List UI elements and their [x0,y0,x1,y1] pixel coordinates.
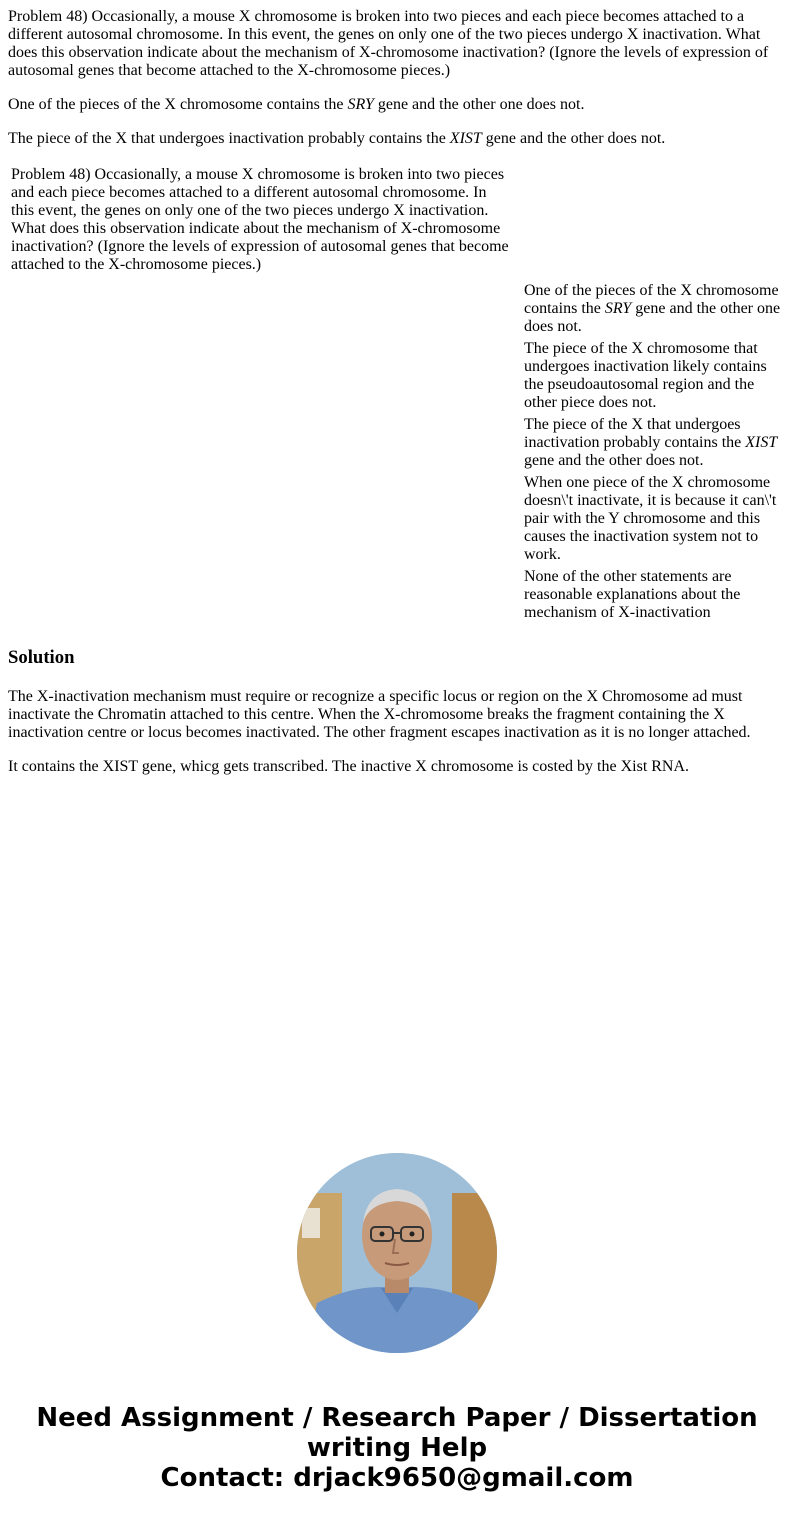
option-1-pre: One of the pieces of the X chromosome contains the [524,282,779,317]
promo-contact: Contact: drjack9650@gmail.com [160,1463,634,1493]
statement-sry-pre: One of the pieces of the X chromosome contains the [8,96,348,113]
question-cell: Problem 48) Occasionally, a mouse X chromosome is broken into two pieces and each piece becomes attached to a different autosomal chromosome. In this event, the genes on only one of the two pieces undergo X inactivation. What does this observation indicate about the mechanism of X-chromosome inactivation? (Ignore the levels of expression of autosomal genes that become attached to the X-chromosome pieces.) [11,166,509,273]
author-portrait-image [297,1153,497,1353]
option-1-gene: SRY [604,300,632,317]
solution-heading: Solution [8,647,75,668]
author-avatar [297,1153,497,1353]
option-3-pre: The piece of the X that undergoes inactivation probably contains the [524,416,746,451]
question-table [11,166,511,274]
statement-sry-post: gene and the other one does not. [373,96,585,113]
statement-xist-post: gene and the other does not. [481,130,666,147]
option-3-post: gene and the other does not. [524,452,704,469]
solution-paragraph-1: The X-inactivation mechanism must require or recognize a specific locus or region on the X Chromosome ad must inactivate the Chromatin attached to this centre. When the X-chromosome breaks the fragment containing the X inactivation centre or locus becomes inactivated. The other fragment escapes inactivation as it is no longer attached. [8,688,751,741]
option-1 [524,282,782,336]
option-2 [524,340,782,412]
problem-text: Problem 48) Occasionally, a mouse X chromosome is broken into two pieces and each piece becomes attached to a different autosomal chromosome. In this event, the genes on only one of the two pieces undergo X inactivation. What does this observation indicate about the mechanism of X-chromosome inactivation? (Ignore the levels of expression of autosomal genes that become attached to the X-chromosome pieces.) [8,8,769,79]
statement-xist-pre: The piece of the X that undergoes inactivation probably contains the [8,130,450,147]
option-3 [524,416,782,470]
option-2-text: The piece of the X chromosome that undergoes inactivation likely contains the pseudoautosomal region and the other piece does not. [524,340,767,411]
option-5-text: None of the other statements are reasonable explanations about the mechanism of X-inactivation [524,568,741,621]
option-3-gene: XIST [745,434,778,451]
solution-paragraph-2: It contains the XIST gene, whicg gets transcribed. The inactive X chromosome is costed by the Xist RNA. [8,758,690,775]
statement-xist [8,130,778,148]
statement-sry [8,96,778,114]
statement-xist-gene: XIST [449,130,482,147]
promo-banner [0,1403,794,1493]
promo-line-2: writing Help [306,1433,488,1463]
options-list [524,282,782,626]
option-4-text: When one piece of the X chromosome doesn\'t inactivate, it is because it can\'t pair with the Y chromosome and this causes the inactivation system not to work. [524,474,777,563]
statement-sry-gene: SRY [347,96,374,113]
option-5 [524,568,782,622]
option-1-post: gene and the other one does not. [524,300,781,335]
promo-line-1: Need Assignment / Research Paper / Dissertation [36,1403,758,1433]
option-4 [524,474,782,564]
